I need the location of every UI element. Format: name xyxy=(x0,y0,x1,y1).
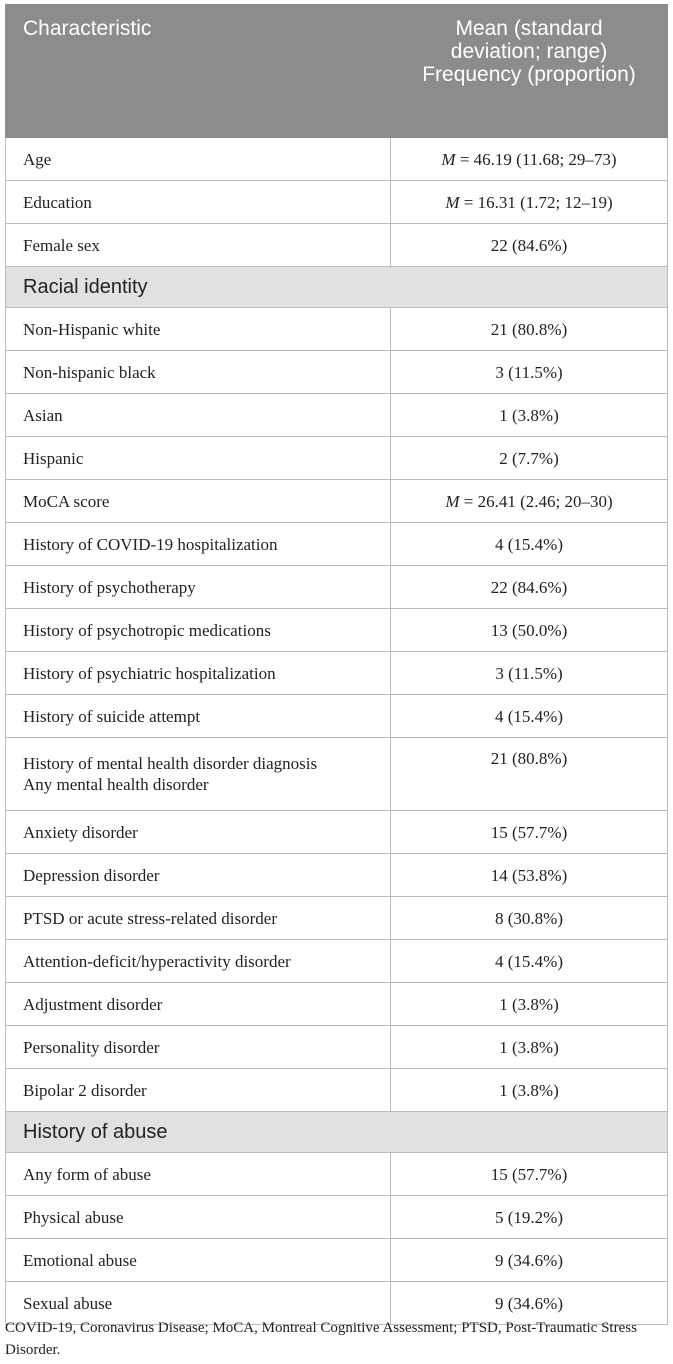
row-value: = 46.19 (11.68; 29–73) xyxy=(459,149,617,169)
row-label: PTSD or acute stress-related disorder xyxy=(23,908,277,928)
row-label: History of mental health disorder diagnosis xyxy=(23,754,318,773)
row-value: 4 (15.4%) xyxy=(495,951,563,971)
section-header-row xyxy=(6,1112,668,1153)
row-value-cell xyxy=(391,523,668,566)
row-label-cell xyxy=(6,1239,391,1282)
row-value-cell xyxy=(391,609,668,652)
table-row xyxy=(6,308,668,351)
characteristics-table xyxy=(5,4,668,1325)
row-label-cell xyxy=(6,437,391,480)
table-row xyxy=(6,652,668,695)
row-value-cell xyxy=(391,138,668,181)
row-label: Anxiety disorder xyxy=(23,822,138,842)
row-label-cell xyxy=(6,652,391,695)
row-label-cell xyxy=(6,854,391,897)
section-label: Racial identity xyxy=(6,267,668,308)
row-value: 1 (3.8%) xyxy=(499,994,559,1014)
row-label-cell xyxy=(6,224,391,267)
row-value-cell xyxy=(391,1196,668,1239)
row-label-cell xyxy=(6,609,391,652)
row-value: 5 (19.2%) xyxy=(495,1207,563,1227)
row-label: Attention-deficit/hyperactivity disorder xyxy=(23,951,291,971)
row-label: Depression disorder xyxy=(23,865,160,885)
row-value-cell xyxy=(391,738,668,811)
table-row xyxy=(6,609,668,652)
row-value: 13 (50.0%) xyxy=(490,620,568,640)
row-value-cell xyxy=(391,983,668,1026)
row-label: History of suicide attempt xyxy=(23,706,201,726)
table-row xyxy=(6,181,668,224)
row-value-cell xyxy=(391,480,668,523)
mean-symbol: M xyxy=(445,491,460,511)
table-row xyxy=(6,1026,668,1069)
row-value-cell xyxy=(391,224,668,267)
row-label-cell xyxy=(6,897,391,940)
section-header-row xyxy=(6,267,668,308)
table-row xyxy=(6,1153,668,1196)
row-label-cell xyxy=(6,523,391,566)
table-row xyxy=(6,811,668,854)
row-value: 9 (34.6%) xyxy=(495,1250,563,1270)
table-row xyxy=(6,1069,668,1112)
row-value: 21 (80.8%) xyxy=(490,749,568,768)
table-row xyxy=(6,394,668,437)
row-label: Female sex xyxy=(23,235,100,255)
table-row xyxy=(6,523,668,566)
row-label-cell xyxy=(6,940,391,983)
row-value-cell xyxy=(391,1239,668,1282)
table-body xyxy=(6,138,668,1325)
row-label-cell xyxy=(6,695,391,738)
row-label-cell xyxy=(6,1069,391,1112)
row-value: 15 (57.7%) xyxy=(490,822,568,842)
row-value-cell xyxy=(391,940,668,983)
row-label: Emotional abuse xyxy=(23,1250,137,1270)
row-label: Asian xyxy=(23,405,63,425)
row-label: Bipolar 2 disorder xyxy=(23,1080,147,1100)
row-value: 4 (15.4%) xyxy=(495,706,563,726)
row-value-cell xyxy=(391,394,668,437)
row-label-cell xyxy=(6,566,391,609)
table-row xyxy=(6,351,668,394)
table-row xyxy=(6,1239,668,1282)
mean-symbol: M xyxy=(441,149,456,169)
row-value: 22 (84.6%) xyxy=(490,577,568,597)
row-label: Education xyxy=(23,192,92,212)
row-value-cell xyxy=(391,854,668,897)
row-label: MoCA score xyxy=(23,491,110,511)
row-label: Non-Hispanic white xyxy=(23,319,161,339)
row-value: 1 (3.8%) xyxy=(499,1037,559,1057)
row-value: 9 (34.6%) xyxy=(495,1293,563,1313)
table-row xyxy=(6,695,668,738)
table-row xyxy=(6,940,668,983)
row-label-cell xyxy=(6,1026,391,1069)
row-value: 1 (3.8%) xyxy=(499,405,559,425)
table-row xyxy=(6,1196,668,1239)
row-value-cell xyxy=(391,1026,668,1069)
row-label-cell xyxy=(6,1196,391,1239)
row-value-cell xyxy=(391,351,668,394)
row-value-cell xyxy=(391,1069,668,1112)
row-label-cell xyxy=(6,1153,391,1196)
table-row xyxy=(6,437,668,480)
row-label-cell xyxy=(6,138,391,181)
row-value: 1 (3.8%) xyxy=(499,1080,559,1100)
row-label-cell xyxy=(6,738,391,811)
row-value-cell xyxy=(391,1153,668,1196)
row-value: 3 (11.5%) xyxy=(495,663,563,683)
row-label-cell xyxy=(6,394,391,437)
row-value: 21 (80.8%) xyxy=(490,319,568,339)
table-row xyxy=(6,138,668,181)
row-label-cell xyxy=(6,480,391,523)
row-label: History of psychiatric hospitalization xyxy=(23,663,276,683)
header-characteristic: Characteristic xyxy=(6,5,391,138)
table-row xyxy=(6,566,668,609)
row-value: 8 (30.8%) xyxy=(495,908,563,928)
row-label: Physical abuse xyxy=(23,1207,124,1227)
row-label-cell xyxy=(6,351,391,394)
row-value-cell xyxy=(391,308,668,351)
table-row xyxy=(6,738,668,811)
row-label: Non-hispanic black xyxy=(23,362,156,382)
row-label: Any form of abuse xyxy=(23,1164,151,1184)
row-value: 4 (15.4%) xyxy=(495,534,563,554)
table-header-row xyxy=(6,5,668,138)
table-row xyxy=(6,897,668,940)
row-label-cell xyxy=(6,308,391,351)
mean-symbol: M xyxy=(445,192,460,212)
row-value: 2 (7.7%) xyxy=(499,448,559,468)
row-label: Personality disorder xyxy=(23,1037,160,1057)
table-row xyxy=(6,224,668,267)
row-label: Hispanic xyxy=(23,448,84,468)
row-value-cell xyxy=(391,811,668,854)
header-value: Mean (standard deviation; range) Frequency (proportion) xyxy=(391,5,668,138)
table-row xyxy=(6,480,668,523)
row-value-cell xyxy=(391,437,668,480)
row-label: History of psychotropic medications xyxy=(23,620,271,640)
row-sublabel: Any mental health disorder xyxy=(23,775,209,794)
row-label-cell xyxy=(6,983,391,1026)
row-value-cell xyxy=(391,181,668,224)
row-value: 15 (57.7%) xyxy=(490,1164,568,1184)
row-label: Adjustment disorder xyxy=(23,994,163,1014)
row-value: 14 (53.8%) xyxy=(490,865,568,885)
row-value: 3 (11.5%) xyxy=(495,362,563,382)
row-label: Age xyxy=(23,149,52,169)
row-value-cell xyxy=(391,566,668,609)
row-value: 22 (84.6%) xyxy=(490,235,568,255)
row-value-cell xyxy=(391,897,668,940)
row-label-cell xyxy=(6,811,391,854)
row-label: Sexual abuse xyxy=(23,1293,113,1313)
section-label: History of abuse xyxy=(6,1112,668,1153)
table-row xyxy=(6,983,668,1026)
row-value: = 26.41 (2.46; 20–30) xyxy=(463,491,613,511)
row-value-cell xyxy=(391,652,668,695)
row-label-cell xyxy=(6,181,391,224)
row-label: History of COVID-19 hospitalization xyxy=(23,534,278,554)
table-row xyxy=(6,854,668,897)
row-label: History of psychotherapy xyxy=(23,577,196,597)
row-value-cell xyxy=(391,695,668,738)
table-footnote: COVID-19, Coronavirus Disease; MoCA, Montreal Cognitive Assessment; PTSD, Post-Traumatic Stress Disorder. xyxy=(5,1320,637,1358)
row-value: = 16.31 (1.72; 12–19) xyxy=(463,192,613,212)
